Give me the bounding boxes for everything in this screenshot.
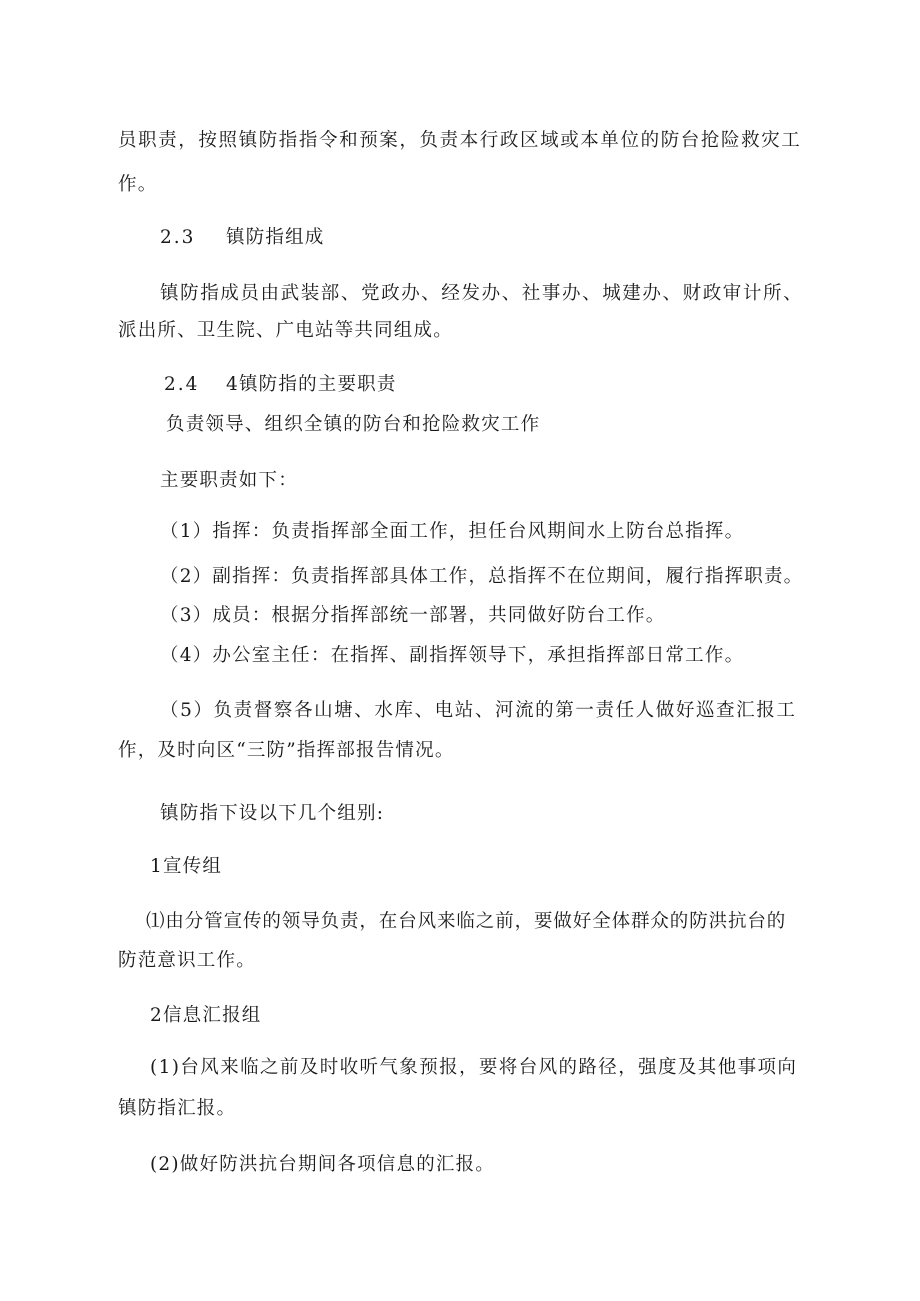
section-title: 4镇防指的主要职责: [226, 374, 397, 395]
section-number: 2.4: [164, 374, 200, 395]
paragraph-line: 防范意识工作。: [118, 950, 256, 971]
section-heading-2-4: [164, 374, 397, 396]
list-item: (1)台风来临之前及时收听气象预报，要将台风的路径，强度及其他事项向: [150, 1057, 798, 1078]
section-heading-2-3: [160, 227, 325, 249]
list-item: （5）负责督察各山塘、水库、电站、河流的第一责任人做好巡查汇报工: [160, 700, 797, 721]
section-title: 镇防指组成: [226, 227, 325, 248]
paragraph-line: 主要职责如下：: [160, 470, 298, 491]
group-heading: 2信息汇报组: [150, 1005, 262, 1026]
paragraph-line: 镇防指汇报。: [118, 1098, 237, 1119]
list-item: （3）成员：根据分指挥部统一部署，共同做好防台工作。: [160, 605, 666, 626]
paragraph-line: 派出所、卫生院、广电站等共同组成。: [118, 320, 453, 341]
paragraph-line: 镇防指下设以下几个组别:: [160, 803, 385, 824]
section-number: 2.3: [160, 227, 196, 248]
paragraph-line: 镇防指成员由武装部、党政办、经发办、社事办、城建办、财政审计所、: [160, 283, 804, 304]
list-item: (2)做好防洪抗台期间各项信息的汇报。: [150, 1154, 496, 1175]
paragraph-line: 负责领导、组织全镇的防台和抢险救灾工作: [166, 414, 541, 435]
list-item: （4）办公室主任：在指挥、副指挥领导下，承担指挥部日常工作。: [160, 645, 745, 666]
group-heading: 1宣传组: [150, 856, 223, 877]
paragraph-line: 作。: [118, 174, 158, 195]
list-item: ⑴由分管宣传的领导负责，在台风来临之前，要做好全体群众的防洪抗台的: [146, 911, 787, 932]
paragraph-line: 作，及时向区“三防”指挥部报告情况。: [118, 740, 455, 761]
paragraph-line: 员职责，按照镇防指指令和预案，负责本行政区域或本单位的防台抢险救灾工: [118, 130, 802, 151]
list-item: （2）副指挥：负责指挥部具体工作，总指挥不在位期间，履行指挥职责。: [160, 566, 804, 587]
list-item: （1）指挥：负责指挥部全面工作，担任台风期间水上防台总指挥。: [160, 521, 745, 542]
